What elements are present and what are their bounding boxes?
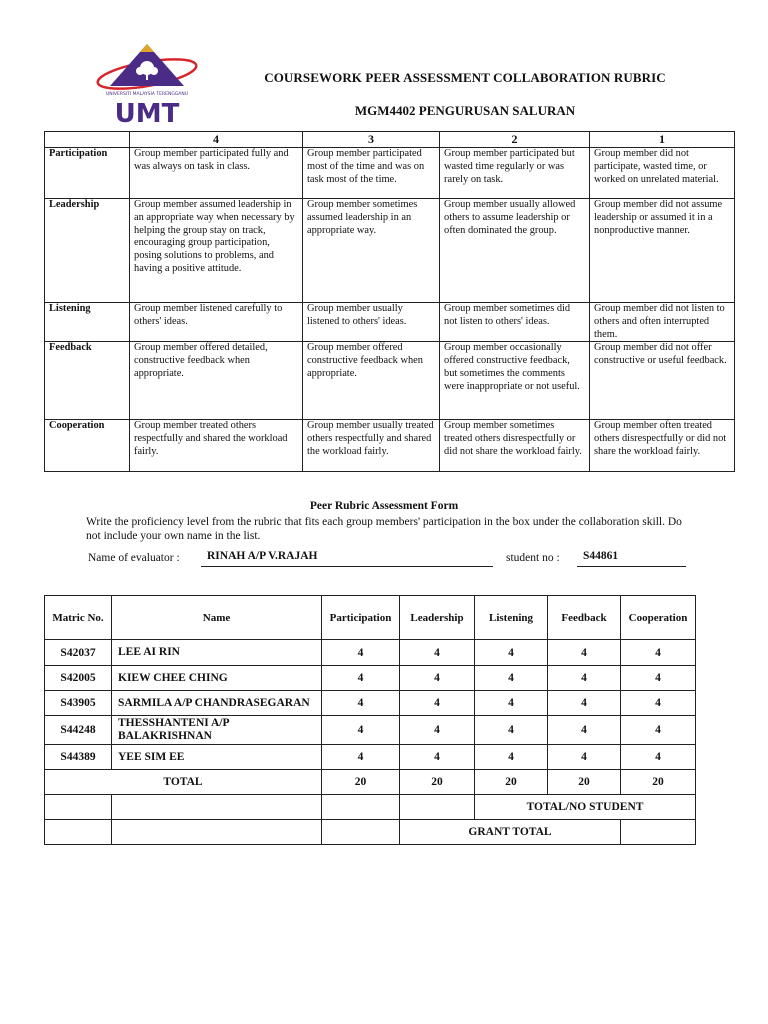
rubric-cell: Group member participated most of the time and was on task most of the time. bbox=[303, 148, 440, 199]
score-cell[interactable]: 4 bbox=[400, 745, 475, 770]
total-cell: 20 bbox=[548, 770, 621, 795]
rubric-cell: Group member did not listen to others and often interrupted them. bbox=[590, 303, 735, 342]
header-cooperation: Cooperation bbox=[621, 596, 696, 640]
header-matric: Matric No. bbox=[45, 596, 112, 640]
rubric-criterion: Listening bbox=[45, 303, 130, 342]
table-row bbox=[45, 691, 696, 716]
rubric-level-header: 3 bbox=[303, 132, 440, 148]
rubric-header-row bbox=[45, 132, 735, 148]
score-cell[interactable]: 4 bbox=[621, 691, 696, 716]
score-cell[interactable]: 4 bbox=[548, 716, 621, 745]
empty-cell bbox=[400, 795, 475, 820]
rubric-row-feedback bbox=[45, 342, 735, 420]
table-row bbox=[45, 745, 696, 770]
score-cell[interactable]: 4 bbox=[475, 666, 548, 691]
score-cell[interactable]: 4 bbox=[621, 666, 696, 691]
rubric-cell: Group member sometimes treated others disrespectfully or did not share the workload fairly. bbox=[440, 420, 590, 472]
assessment-header-row bbox=[45, 596, 696, 640]
rubric-row-cooperation bbox=[45, 420, 735, 472]
score-cell[interactable]: 4 bbox=[548, 666, 621, 691]
total-cell: 20 bbox=[621, 770, 696, 795]
name-cell: THESSHANTENI A/P BALAKRISHNAN bbox=[112, 716, 322, 745]
umt-logo bbox=[92, 40, 202, 130]
rubric-row-leadership bbox=[45, 199, 735, 303]
assessment-table bbox=[44, 595, 696, 845]
rubric-cell: Group member sometimes assumed leadership in an appropriate way. bbox=[303, 199, 440, 303]
rubric-cell: Group member did not participate, wasted time, or worked on unrelated material. bbox=[590, 148, 735, 199]
empty-cell bbox=[45, 820, 112, 845]
rubric-criterion: Leadership bbox=[45, 199, 130, 303]
evaluator-label: Name of evaluator : bbox=[88, 552, 180, 564]
score-cell[interactable]: 4 bbox=[322, 745, 400, 770]
evaluator-name-field[interactable]: RINAH A/P V.RAJAH bbox=[201, 550, 493, 567]
rubric-cell: Group member offered constructive feedback when appropriate. bbox=[303, 342, 440, 420]
total-per-student-row bbox=[45, 795, 696, 820]
logo-wordmark: UMT bbox=[114, 99, 180, 129]
rubric-criterion: Feedback bbox=[45, 342, 130, 420]
score-cell[interactable]: 4 bbox=[322, 640, 400, 666]
score-cell[interactable]: 4 bbox=[400, 640, 475, 666]
rubric-cell: Group member usually treated others respectfully and shared the workload fairly. bbox=[303, 420, 440, 472]
rubric-row-participation bbox=[45, 148, 735, 199]
empty-cell bbox=[112, 820, 322, 845]
rubric-cell: Group member treated others respectfully and shared the workload fairly. bbox=[130, 420, 303, 472]
name-cell: KIEW CHEE CHING bbox=[112, 666, 322, 691]
matric-cell: S44248 bbox=[45, 716, 112, 745]
rubric-cell: Group member usually allowed others to assume leadership or often dominated the group. bbox=[440, 199, 590, 303]
score-cell[interactable]: 4 bbox=[548, 640, 621, 666]
score-cell[interactable]: 4 bbox=[475, 691, 548, 716]
total-cell: 20 bbox=[475, 770, 548, 795]
score-cell[interactable]: 4 bbox=[475, 640, 548, 666]
rubric-cell: Group member occasionally offered constructive feedback, but sometimes the comments were inappropriate or not useful. bbox=[440, 342, 590, 420]
rubric-cell: Group member offered detailed, constructive feedback when appropriate. bbox=[130, 342, 303, 420]
umt-logo-graphic bbox=[92, 40, 202, 130]
rubric-criterion: Cooperation bbox=[45, 420, 130, 472]
score-cell[interactable]: 4 bbox=[322, 691, 400, 716]
total-label: TOTAL bbox=[45, 770, 322, 795]
matric-cell: S44389 bbox=[45, 745, 112, 770]
score-cell[interactable]: 4 bbox=[475, 745, 548, 770]
empty-cell bbox=[322, 795, 400, 820]
rubric-row-listening bbox=[45, 303, 735, 342]
rubric-cell: Group member usually listened to others' ideas. bbox=[303, 303, 440, 342]
header-listening: Listening bbox=[475, 596, 548, 640]
header-feedback: Feedback bbox=[548, 596, 621, 640]
rubric-table bbox=[44, 131, 735, 472]
name-cell: LEE AI RIN bbox=[112, 640, 322, 666]
table-row bbox=[45, 640, 696, 666]
course-title: MGM4402 PENGURUSAN SALURAN bbox=[354, 103, 576, 118]
header-participation: Participation bbox=[322, 596, 400, 640]
score-cell[interactable]: 4 bbox=[322, 666, 400, 691]
header-leadership: Leadership bbox=[400, 596, 475, 640]
matric-cell: S43905 bbox=[45, 691, 112, 716]
empty-cell bbox=[322, 820, 400, 845]
score-cell[interactable]: 4 bbox=[548, 745, 621, 770]
rubric-cell: Group member did not offer constructive or useful feedback. bbox=[590, 342, 735, 420]
score-cell[interactable]: 4 bbox=[400, 691, 475, 716]
rubric-cell: Group member participated but wasted time regularly or was rarely on task. bbox=[440, 148, 590, 199]
logo-caption: UNIVERSITI MALAYSIA TERENGGANU bbox=[105, 92, 189, 97]
rubric-level-header: 4 bbox=[130, 132, 303, 148]
header-name: Name bbox=[112, 596, 322, 640]
score-cell[interactable]: 4 bbox=[621, 640, 696, 666]
rubric-criterion: Participation bbox=[45, 148, 130, 199]
rubric-cell: Group member sometimes did not listen to others' ideas. bbox=[440, 303, 590, 342]
empty-cell bbox=[112, 795, 322, 820]
score-cell[interactable]: 4 bbox=[621, 745, 696, 770]
score-cell[interactable]: 4 bbox=[548, 691, 621, 716]
form-title: Peer Rubric Assessment Form bbox=[309, 500, 459, 512]
student-no-label: student no : bbox=[506, 552, 560, 564]
grant-total-row bbox=[45, 820, 696, 845]
student-no-field[interactable]: S44861 bbox=[577, 550, 686, 567]
total-per-student-label: TOTAL/NO STUDENT bbox=[475, 795, 696, 820]
total-row bbox=[45, 770, 696, 795]
grant-total-value[interactable] bbox=[621, 820, 696, 845]
empty-cell bbox=[45, 795, 112, 820]
name-cell: SARMILA A/P CHANDRASEGARAN bbox=[112, 691, 322, 716]
matric-cell: S42005 bbox=[45, 666, 112, 691]
rubric-level-header: 2 bbox=[440, 132, 590, 148]
score-cell[interactable]: 4 bbox=[400, 716, 475, 745]
evaluator-row bbox=[88, 550, 708, 570]
rubric-level-header: 1 bbox=[590, 132, 735, 148]
form-instructions: Write the proficiency level from the rubric that fits each group members' participation in the box under the collaboration skill. Do not include your own name in the list. bbox=[86, 516, 682, 542]
table-row bbox=[45, 666, 696, 691]
score-cell[interactable]: 4 bbox=[400, 666, 475, 691]
score-cell[interactable]: 4 bbox=[322, 716, 400, 745]
score-cell[interactable]: 4 bbox=[475, 716, 548, 745]
matric-cell: S42037 bbox=[45, 640, 112, 666]
rubric-cell: Group member assumed leadership in an appropriate way when necessary by helping the group stay on track, encouraging group participation, posing solutions to problems, and having a positive attitude. bbox=[130, 199, 303, 303]
name-cell: YEE SIM EE bbox=[112, 745, 322, 770]
total-cell: 20 bbox=[322, 770, 400, 795]
document-title: COURSEWORK PEER ASSESSMENT COLLABORATION RUBRIC bbox=[264, 70, 666, 85]
rubric-cell: Group member participated fully and was always on task in class. bbox=[130, 148, 303, 199]
total-cell: 20 bbox=[400, 770, 475, 795]
rubric-cell: Group member often treated others disrespectfully or did not share the workload fairly. bbox=[590, 420, 735, 472]
rubric-cell: Group member did not assume leadership or assumed it in a nonproductive manner. bbox=[590, 199, 735, 303]
grant-total-label: GRANT TOTAL bbox=[400, 820, 621, 845]
table-row bbox=[45, 716, 696, 745]
rubric-header-blank bbox=[45, 132, 130, 148]
score-cell[interactable]: 4 bbox=[621, 716, 696, 745]
rubric-cell: Group member listened carefully to others' ideas. bbox=[130, 303, 303, 342]
